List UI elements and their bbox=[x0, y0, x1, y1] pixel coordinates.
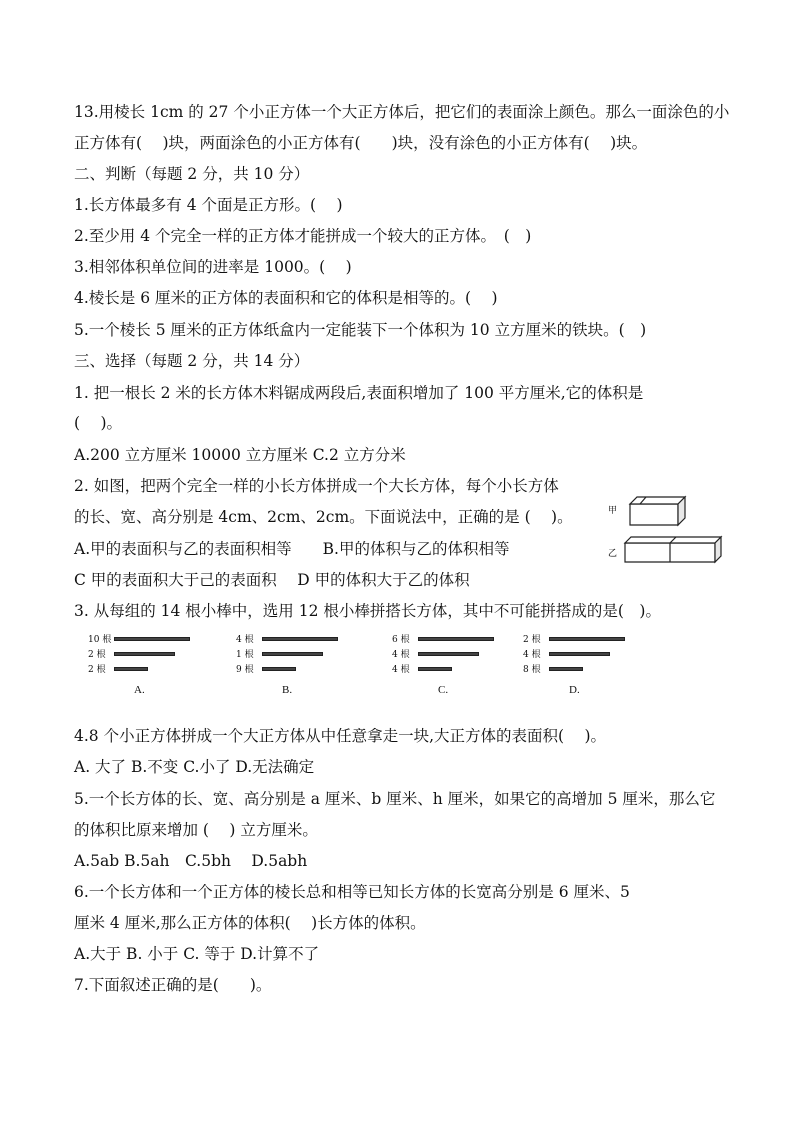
choice-2-line-2: 的长、宽、高分别是 4cm、2cm、2cm。下面说法中，正确的是 ( )。 bbox=[74, 508, 573, 526]
stick-count-label: 9 根 bbox=[236, 665, 254, 675]
stick-bar bbox=[114, 652, 175, 656]
stick-bar bbox=[114, 667, 148, 671]
choice-4: 4.8 个小正方体拼成一个大正方体从中任意拿走一块,大正方体的表面积( )。 bbox=[74, 727, 607, 745]
choice-2-options-2: C 甲的表面积大于己的表面积 D 甲的体积大于乙的体积 bbox=[74, 571, 470, 589]
q13-line-1: 13.用棱长 1cm 的 27 个小正方体一个大正方体后，把它们的表面涂上颜色。那么一面涂色的小 bbox=[74, 103, 730, 121]
judge-5: 5.一个棱长 5 厘米的正方体纸盒内一定能装下一个体积为 10 立方厘米的铁块。( ) bbox=[74, 321, 647, 339]
stick-count-label: 4 根 bbox=[236, 635, 254, 645]
stick-count-label: 4 根 bbox=[392, 650, 410, 660]
stick-bar bbox=[418, 667, 452, 671]
choice-1-options: A.200 立方厘米 10000 立方厘米 C.2 立方分米 bbox=[74, 446, 406, 464]
stick-count-label: 4 根 bbox=[523, 650, 541, 660]
box-jia bbox=[630, 497, 685, 525]
stick-option-letter: C. bbox=[438, 684, 449, 696]
judge-4: 4.棱长是 6 厘米的正方体的表面积和它的体积是相等的。( ) bbox=[74, 289, 498, 307]
stick-bar bbox=[262, 667, 296, 671]
stick-option-letter: A. bbox=[134, 684, 145, 696]
section-2-heading: 二、判断（每题 2 分，共 10 分） bbox=[74, 165, 310, 183]
label-jia: 甲 bbox=[608, 506, 618, 516]
choice-1-line-1: 1. 把一根长 2 米的长方体木料锯成两段后,表面积增加了 100 平方厘米,它的体积是 bbox=[74, 384, 644, 402]
stick-bar bbox=[114, 637, 190, 641]
choice-5-line-2: 的体积比原来增加 ( ) 立方厘米。 bbox=[74, 821, 318, 839]
stick-count-label: 6 根 bbox=[392, 635, 410, 645]
stick-bar bbox=[262, 637, 338, 641]
stick-group-4 bbox=[523, 634, 653, 696]
stick-count-label: 2 根 bbox=[523, 635, 541, 645]
cuboid-figure bbox=[600, 490, 730, 570]
choice-6-line-1: 6.一个长方体和一个正方体的棱长总和相等已知长方体的长宽高分别是 6 厘米、5 bbox=[74, 883, 630, 901]
stick-bar bbox=[418, 637, 494, 641]
choice-2-line-1: 2. 如图，把两个完全一样的小长方体拼成一个大长方体，每个小长方体 bbox=[74, 477, 559, 495]
stick-count-label: 10 根 bbox=[88, 635, 112, 645]
stick-count-label: 2 根 bbox=[88, 650, 106, 660]
choice-1-line-2: ( )。 bbox=[74, 414, 123, 432]
stick-option-letter: B. bbox=[282, 684, 293, 696]
choice-4-options: A. 大了 B.不变 C.小了 D.无法确定 bbox=[74, 758, 315, 776]
stick-bar bbox=[262, 652, 323, 656]
choice-2-options-1: A.甲的表面积与乙的表面积相等 B.甲的体积与乙的体积相等 bbox=[74, 540, 510, 558]
section-3-heading: 三、选择（每题 2 分，共 14 分） bbox=[74, 352, 310, 370]
box-yi bbox=[625, 537, 721, 562]
choice-5-options: A.5ab B.5ah C.5bh D.5abh bbox=[74, 852, 308, 870]
stick-bar bbox=[549, 667, 583, 671]
q13-line-2: 正方体有( )块，两面涂色的小正方体有( )块，没有涂色的小正方体有( )块。 bbox=[74, 134, 648, 152]
stick-count-label: 8 根 bbox=[523, 665, 541, 675]
label-yi: 乙 bbox=[608, 549, 618, 559]
choice-3: 3. 从每组的 14 根小棒中，选用 12 根小棒拼搭长方体，其中不可能拼搭成的是( )。 bbox=[74, 602, 661, 620]
judge-2: 2.至少用 4 个完全一样的正方体才能拼成一个较大的正方体。 ( ) bbox=[74, 227, 532, 245]
choice-7: 7.下面叙述正确的是( )。 bbox=[74, 976, 272, 994]
choice-6-line-2: 厘米 4 厘米,那么正方体的体积( )长方体的体积。 bbox=[74, 914, 426, 932]
stick-bar bbox=[549, 637, 625, 641]
choice-6-options: A.大于 B. 小于 C. 等于 D.计算不了 bbox=[74, 945, 320, 963]
stick-bar bbox=[549, 652, 610, 656]
stick-group-3 bbox=[392, 634, 522, 696]
stick-count-label: 2 根 bbox=[88, 665, 106, 675]
judge-3: 3.相邻体积单位间的进率是 1000。( ) bbox=[74, 258, 352, 276]
stick-bar bbox=[418, 652, 479, 656]
stick-count-label: 4 根 bbox=[392, 665, 410, 675]
stick-group-2 bbox=[236, 634, 366, 696]
stick-group-1 bbox=[88, 634, 218, 696]
choice-5-line-1: 5.一个长方体的长、宽、高分别是 a 厘米、b 厘米、h 厘米，如果它的高增加 5 厘米，那么它 bbox=[74, 790, 716, 808]
judge-1: 1.长方体最多有 4 个面是正方形。( ) bbox=[74, 196, 343, 214]
stick-option-letter: D. bbox=[569, 684, 580, 696]
stick-count-label: 1 根 bbox=[236, 650, 254, 660]
